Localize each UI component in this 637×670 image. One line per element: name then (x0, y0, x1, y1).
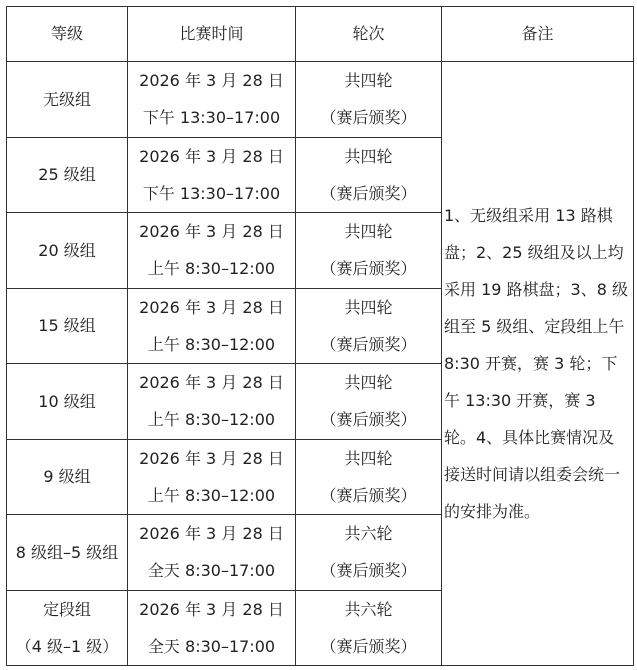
time-cell (128, 62, 296, 138)
match-time: 下午 13:30–17:00 (142, 183, 281, 203)
match-time: 上午 8:30–12:00 (147, 334, 276, 354)
level-text: 20 级组 (38, 240, 96, 260)
award-note: （赛后颁奖） (320, 334, 417, 354)
rounds-count: 共四轮 (344, 373, 393, 393)
award-note: （赛后颁奖） (320, 259, 417, 279)
level-cell (7, 590, 128, 666)
match-time: 上午 8:30–12:00 (147, 485, 276, 505)
time-cell (128, 288, 296, 364)
level-text: 无级组 (42, 89, 91, 109)
level-cell (7, 515, 128, 591)
rounds-cell (296, 137, 442, 213)
header-row (7, 7, 634, 62)
rounds-count: 共四轮 (344, 71, 393, 91)
level-cell (7, 288, 128, 364)
award-note: （赛后颁奖） (320, 636, 417, 656)
award-note: （赛后颁奖） (320, 108, 417, 128)
match-time: 全天 8:30–17:00 (147, 561, 276, 581)
time-cell (128, 213, 296, 289)
rounds-cell (296, 62, 442, 138)
match-time: 上午 8:30–12:00 (147, 259, 276, 279)
time-cell (128, 515, 296, 591)
award-note: （赛后颁奖） (320, 410, 417, 430)
rounds-count: 共四轮 (344, 146, 393, 166)
time-cell (128, 364, 296, 440)
notes-cell: 1、无级组采用 13 路棋盘；2、25 级组及以上均采用 19 路棋盘；3、8 级组至 5 级组、定段组上午 8:30 开赛，赛 3 轮；下午 13:30 开赛，赛 3 轮。4、具体比赛情况及接送时间请以组委会统一的安排为准。 (442, 62, 634, 666)
level-text: 9 级组 (43, 467, 91, 487)
level-cell (7, 137, 128, 213)
rounds-cell (296, 364, 442, 440)
rounds-cell (296, 288, 442, 364)
schedule-table (6, 6, 634, 666)
time-cell (128, 439, 296, 515)
level-text: 15 级组 (38, 316, 96, 336)
award-note: （赛后颁奖） (320, 183, 417, 203)
rounds-count: 共四轮 (344, 297, 393, 317)
level-text: 8 级组–5 级组 (15, 542, 119, 562)
rounds-count: 共六轮 (344, 599, 393, 619)
match-date: 2026 年 3 月 28 日 (139, 599, 284, 619)
rounds-cell (296, 515, 442, 591)
match-date: 2026 年 3 月 28 日 (139, 146, 284, 166)
match-time: 全天 8:30–17:00 (147, 636, 276, 656)
match-date: 2026 年 3 月 28 日 (139, 71, 284, 91)
level-cell (7, 364, 128, 440)
level-text: 25 级组 (38, 165, 96, 185)
match-date: 2026 年 3 月 28 日 (139, 524, 284, 544)
table-row (7, 62, 634, 138)
time-cell (128, 137, 296, 213)
level-text: 10 级组 (38, 391, 96, 411)
header-level: 等级 (7, 7, 128, 62)
level-text: 定段组 (42, 599, 91, 619)
match-date: 2026 年 3 月 28 日 (139, 448, 284, 468)
match-date: 2026 年 3 月 28 日 (139, 373, 284, 393)
rounds-count: 共四轮 (344, 448, 393, 468)
header-time: 比赛时间 (128, 7, 296, 62)
level-cell (7, 213, 128, 289)
rounds-cell (296, 590, 442, 666)
rounds-cell (296, 213, 442, 289)
match-time: 下午 13:30–17:00 (142, 108, 281, 128)
rounds-cell (296, 439, 442, 515)
match-date: 2026 年 3 月 28 日 (139, 222, 284, 242)
rounds-count: 共四轮 (344, 222, 393, 242)
award-note: （赛后颁奖） (320, 485, 417, 505)
rounds-count: 共六轮 (344, 524, 393, 544)
level-text: （4 级–1 级） (15, 636, 119, 656)
match-time: 上午 8:30–12:00 (147, 410, 276, 430)
award-note: （赛后颁奖） (320, 561, 417, 581)
header-rounds: 轮次 (296, 7, 442, 62)
level-cell (7, 439, 128, 515)
level-cell (7, 62, 128, 138)
match-date: 2026 年 3 月 28 日 (139, 297, 284, 317)
header-notes: 备注 (442, 7, 634, 62)
time-cell (128, 590, 296, 666)
